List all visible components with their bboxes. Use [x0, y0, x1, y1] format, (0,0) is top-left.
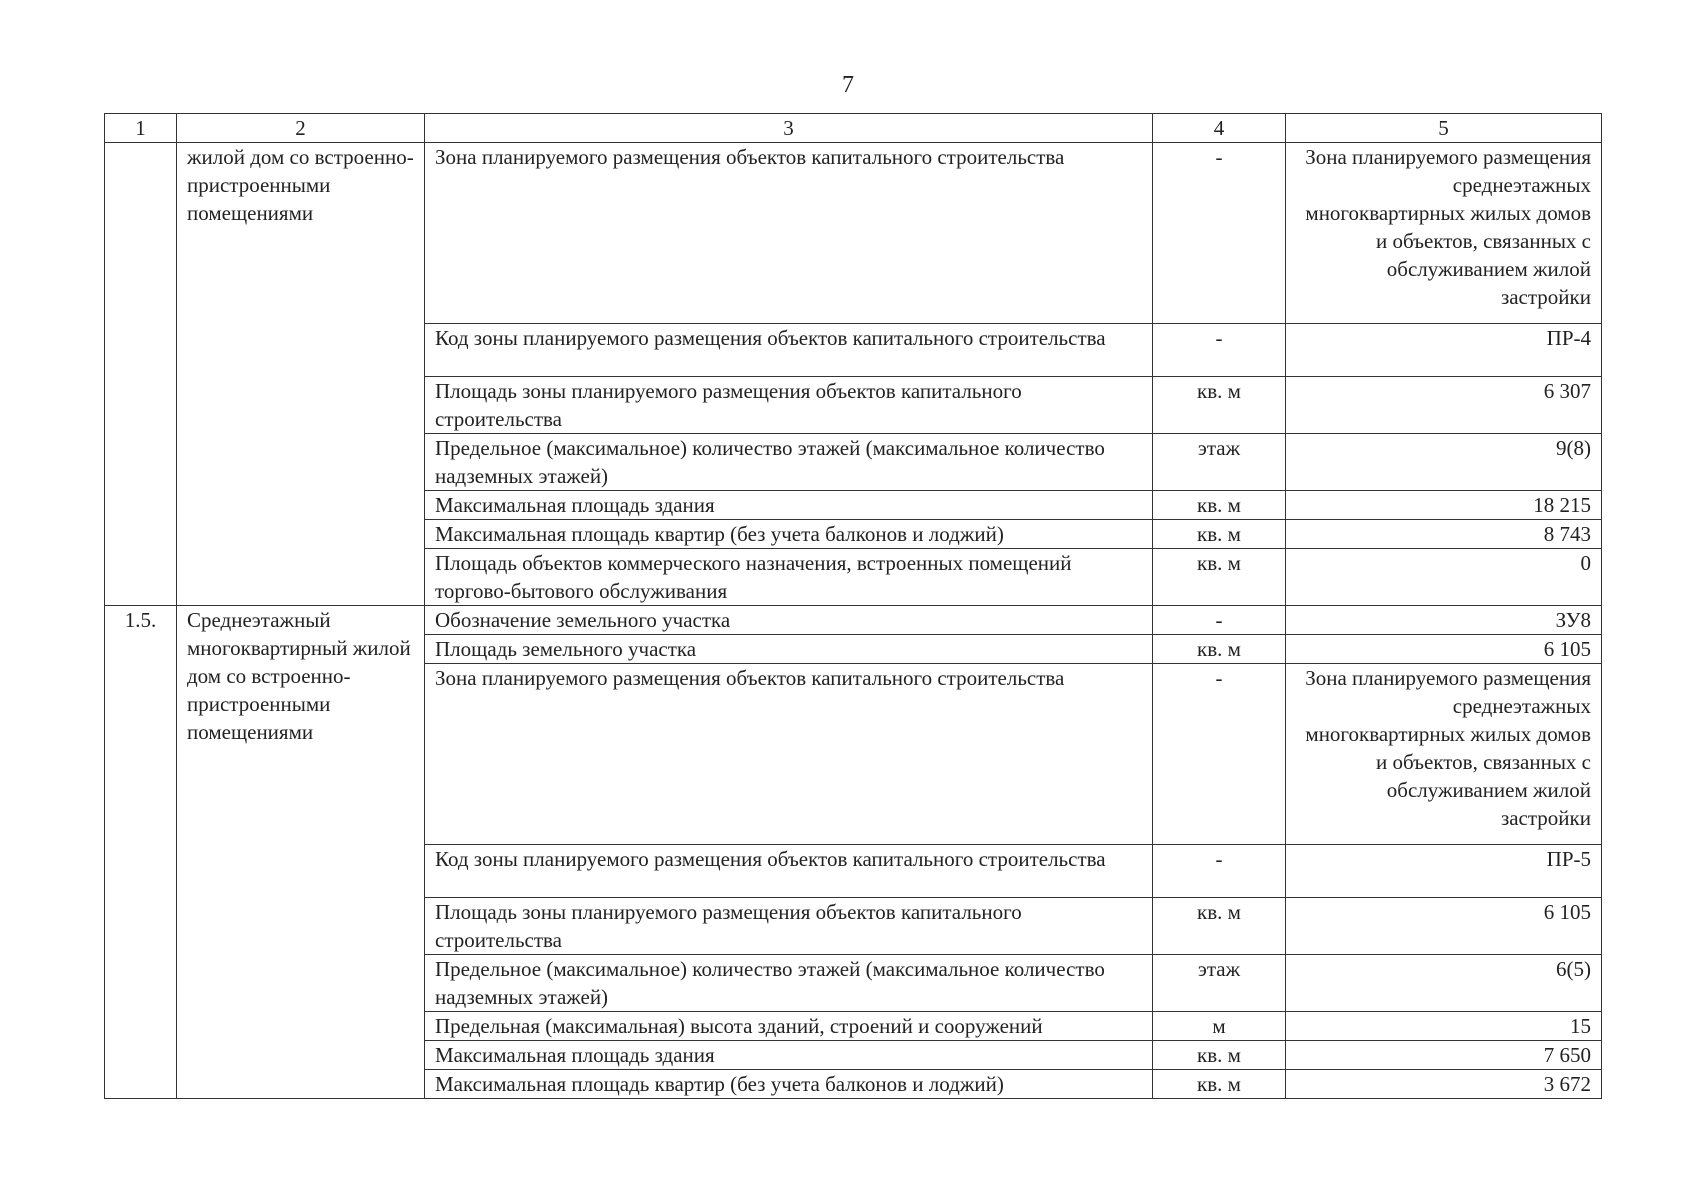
- column-number-1: 1: [105, 114, 177, 143]
- value-cell: 6 307: [1286, 377, 1602, 434]
- unit-cell: этаж: [1153, 434, 1286, 491]
- object-name: жилой дом со встроенно-пристроенными помещениями: [177, 143, 425, 606]
- parameter-name: Площадь объектов коммерческого назначения, встроенных помещений торгово-бытового обслуживания: [425, 549, 1153, 606]
- unit-cell: -: [1153, 324, 1286, 377]
- unit-cell: -: [1153, 845, 1286, 898]
- unit-cell: кв. м: [1153, 635, 1286, 664]
- value-cell: 7 650: [1286, 1041, 1602, 1070]
- value-cell: 6(5): [1286, 955, 1602, 1012]
- unit-cell: кв. м: [1153, 491, 1286, 520]
- parameter-name: Максимальная площадь квартир (без учета балконов и лоджий): [425, 520, 1153, 549]
- column-number-row: [105, 114, 1602, 143]
- parameter-name: Зона планируемого размещения объектов капитального строительства: [425, 143, 1153, 324]
- value-cell: 9(8): [1286, 434, 1602, 491]
- unit-cell: м: [1153, 1012, 1286, 1041]
- parameter-name: Максимальная площадь квартир (без учета балконов и лоджий): [425, 1070, 1153, 1099]
- value-cell: 6 105: [1286, 635, 1602, 664]
- unit-cell: -: [1153, 606, 1286, 635]
- unit-cell: -: [1153, 143, 1286, 324]
- parameter-name: Максимальная площадь здания: [425, 1041, 1153, 1070]
- unit-cell: кв. м: [1153, 1041, 1286, 1070]
- parameter-name: Обозначение земельного участка: [425, 606, 1153, 635]
- unit-cell: -: [1153, 664, 1286, 845]
- page-number: 7: [842, 72, 854, 98]
- value-cell: Зона планируемого размещения среднеэтажных многоквартирных жилых домов и объектов, связанных с обслуживанием жилой застройки: [1286, 143, 1602, 324]
- value-cell: Зона планируемого размещения среднеэтажных многоквартирных жилых домов и объектов, связанных с обслуживанием жилой застройки: [1286, 664, 1602, 845]
- unit-cell: кв. м: [1153, 549, 1286, 606]
- value-cell: ПР-5: [1286, 845, 1602, 898]
- parameter-name: Предельное (максимальное) количество этажей (максимальное количество надземных этажей): [425, 434, 1153, 491]
- table-row: [105, 606, 1602, 635]
- parameter-name: Предельное (максимальное) количество этажей (максимальное количество надземных этажей): [425, 955, 1153, 1012]
- parameter-name: Площадь зоны планируемого размещения объектов капитального строительства: [425, 898, 1153, 955]
- item-number: 1.5.: [105, 606, 177, 1099]
- parameter-name: Площадь зоны планируемого размещения объектов капитального строительства: [425, 377, 1153, 434]
- table-row: [105, 143, 1602, 324]
- unit-cell: кв. м: [1153, 1070, 1286, 1099]
- unit-cell: кв. м: [1153, 520, 1286, 549]
- column-number-2: 2: [177, 114, 425, 143]
- value-cell: 3 672: [1286, 1070, 1602, 1099]
- unit-cell: этаж: [1153, 955, 1286, 1012]
- parameter-name: Код зоны планируемого размещения объектов капитального строительства: [425, 324, 1153, 377]
- column-number-5: 5: [1286, 114, 1602, 143]
- value-cell: ЗУ8: [1286, 606, 1602, 635]
- value-cell: ПР-4: [1286, 324, 1602, 377]
- parameter-name: Предельная (максимальная) высота зданий, строений и сооружений: [425, 1012, 1153, 1041]
- parameter-name: Площадь земельного участка: [425, 635, 1153, 664]
- value-cell: 18 215: [1286, 491, 1602, 520]
- value-cell: 15: [1286, 1012, 1602, 1041]
- parameter-name: Зона планируемого размещения объектов капитального строительства: [425, 664, 1153, 845]
- value-cell: 0: [1286, 549, 1602, 606]
- item-number: [105, 143, 177, 606]
- parameter-name: Максимальная площадь здания: [425, 491, 1153, 520]
- unit-cell: кв. м: [1153, 898, 1286, 955]
- parameters-table: [104, 113, 1602, 1099]
- column-number-3: 3: [425, 114, 1153, 143]
- column-number-4: 4: [1153, 114, 1286, 143]
- object-name: Среднеэтажный многоквартирный жилой дом со встроенно-пристроенными помещениями: [177, 606, 425, 1099]
- unit-cell: кв. м: [1153, 377, 1286, 434]
- parameter-name: Код зоны планируемого размещения объектов капитального строительства: [425, 845, 1153, 898]
- value-cell: 8 743: [1286, 520, 1602, 549]
- value-cell: 6 105: [1286, 898, 1602, 955]
